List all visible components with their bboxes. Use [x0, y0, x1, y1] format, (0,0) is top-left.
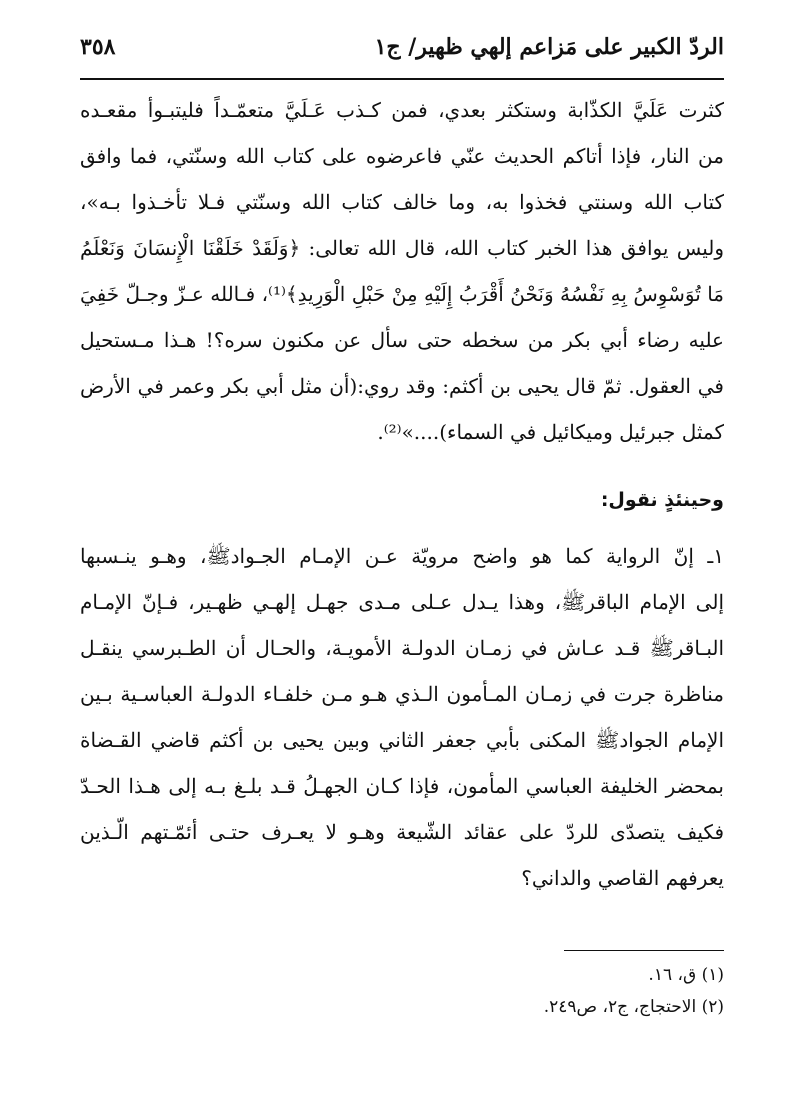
text-line: في العقول. ثمّ قال يحيى بن أكثم: وقد روي:(أن مثل أبي بكر وعمر في الأرض	[80, 374, 724, 398]
running-header	[80, 30, 724, 70]
text-line: عليه رضاء أبي بكر من سخطه حتى سأل عن مكنون سره؟! هـذا مـستحيل	[80, 328, 724, 352]
page-number: ٣٥٨	[80, 34, 116, 60]
paragraph-line: يعرفهم القاصي والداني؟	[521, 866, 724, 890]
paragraph-line: مناظرة جرت في زمـان المـأمون الـذي هـو مـن خلفـاء الدولـة العباسـية بـين	[80, 682, 724, 706]
footnote: (٢) الاحتجاج، ج٢، ص٢٤٩.	[543, 997, 724, 1017]
paragraph-line: ١ـ إنّ الرواية كما هو واضح مرويّة عـن الإمـام الجـوادﷺ، وهـو ينـسبها	[80, 544, 724, 568]
header-divider	[80, 78, 724, 80]
paragraph-line: بمحضر الخليفة العباسي المأمون، فإذا كـان الجهـلُ قـد بلـغ بـه إلى هـذا الحـدّ	[80, 774, 724, 798]
text-line: مَا تُوَسْوِسُ بِهِ نَفْسُهُ وَنَحْنُ أَقْرَبُ إِلَيْهِ مِنْ حَبْلِ الْوَرِيدِ﴾⁽¹⁾، فـالله عـزّ وجـلّ خَفِيَ	[80, 282, 724, 306]
paragraph-line: إلى الإمام الباقرﷺ، وهذا يـدل عـلى مـدى جهـل إلهـي ظهـير، فـإنّ الإمـام	[80, 590, 724, 614]
paragraph-line: البـاقرﷺ قـد عـاش في زمـان الدولـة الأمويـة، والحـال أن الطـبرسي ينقـل	[80, 636, 724, 660]
text-line: كثرت عَلَيَّ الكذّابة وستكثر بعدي، فمن كـذب عَـلَيَّ متعمّـداً فليتبـوأ مقعـده	[80, 98, 724, 122]
text-line: من النار، فإذا أتاكم الحديث عنّي فاعرضوه على كتاب الله وسنّتي، فما وافق	[80, 144, 724, 168]
footnote-divider	[564, 950, 724, 951]
paragraph-line: فكيف يتصدّى للردّ على عقائد الشّيعة وهـو لا يعـرف حتـى أئمّـتهم الّـذين	[80, 820, 724, 844]
paragraph-line: الإمام الجوادﷺ المكنى بأبي جعفر الثاني وبين يحيى بن أكثم قاضي القـضاة	[80, 728, 724, 752]
text-line: كتاب الله وسنتي فخذوا به، وما خالف كتاب الله وسنّتي فـلا تأخـذوا بـه»،	[80, 190, 724, 214]
footnote: (١) ق، ١٦.	[648, 965, 724, 985]
section-heading: وحينئذٍ نقول:	[600, 489, 724, 511]
header-title: الردّ الكبير على مَزاعم إلهي ظهير/ ج١	[374, 34, 724, 60]
text-line: كمثل جبرئيل وميكائيل في السماء)....»⁽²⁾.	[377, 420, 724, 444]
text-line: وليس يوافق هذا الخبر كتاب الله، قال الله تعالى: ﴿وَلَقَدْ خَلَقْنَا الْإِنسَانَ وَنَعْلَمُ	[80, 236, 724, 260]
